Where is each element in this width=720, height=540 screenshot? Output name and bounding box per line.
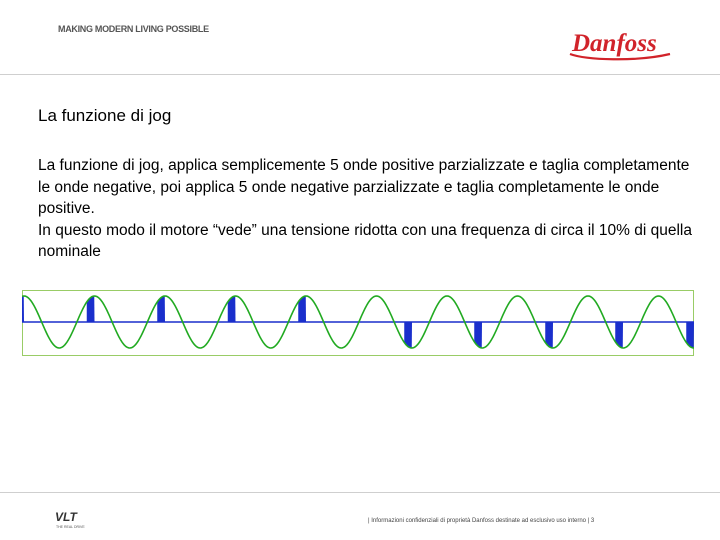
positive-pulse xyxy=(22,296,24,322)
danfoss-logo-text: Danfoss xyxy=(572,30,657,57)
footer-divider xyxy=(0,492,720,493)
vlt-logo-subtext: THE REAL DRIVE xyxy=(56,525,85,529)
header-divider xyxy=(0,74,720,75)
body-paragraph-2: In questo modo il motore “vede” una tensione ridotta con una frequenza di circa il 10% di quella nominale xyxy=(38,221,692,260)
confidential-footer: | Informazioni confidenziali di proprietà Danfoss destinate ad esclusivo uso interno | 3 xyxy=(368,518,595,524)
body-paragraph-1: La funzione di jog, applica semplicemente 5 onde positive parzializzate e taglia completamente le onde negative, poi applica 5 onde negative parzializzate e taglia completamente le onde positive. xyxy=(38,157,690,217)
vlt-logo xyxy=(55,510,95,530)
slide-body xyxy=(38,155,698,263)
danfoss-logo xyxy=(566,24,674,66)
vlt-logo-text: VLT xyxy=(55,510,77,524)
tagline: MAKING MODERN LIVING POSSIBLE xyxy=(58,24,209,34)
slide-title: La funzione di jog xyxy=(38,106,172,125)
jog-waveform-diagram xyxy=(22,290,694,356)
